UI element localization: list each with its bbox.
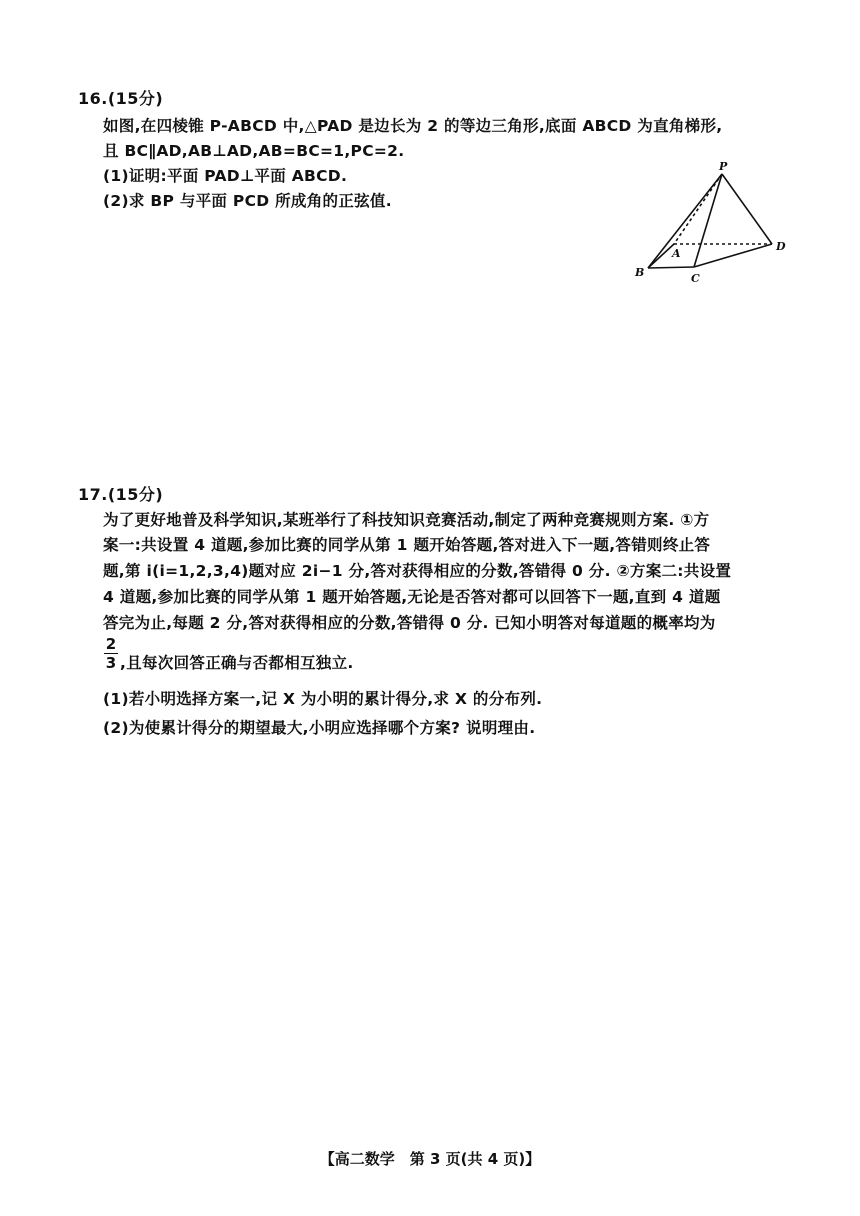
edge-BC xyxy=(648,267,694,268)
q17-after-fraction: ,且每次回答正确与否都相互独立. xyxy=(120,654,354,672)
q17-line-5: 答完为止,每题 2 分,答对获得相应的分数,答错得 0 分. 已知小明答对每道题的概率均为 xyxy=(103,614,716,632)
label-D: D xyxy=(776,240,786,253)
label-C: C xyxy=(691,272,700,285)
edge-PA xyxy=(674,174,722,244)
label-B: B xyxy=(635,266,645,279)
pyramid-figure xyxy=(622,158,802,288)
edge-CD xyxy=(694,244,772,267)
q17-line-1: 为了更好地普及科学知识,某班举行了科技知识竞赛活动,制定了两种竞赛规则方案. ①方 xyxy=(103,511,710,529)
page-footer: 【高二数学 第 3 页(共 4 页)】 xyxy=(319,1150,541,1168)
q17-sub-2: (2)为使累计得分的期望最大,小明应选择哪个方案? 说明理由. xyxy=(103,719,536,737)
q17-line-3: 题,第 i(i=1,2,3,4)题对应 2i−1 分,答对获得相应的分数,答错得 0 分. ②方案二:共设置 xyxy=(103,562,732,580)
fraction-numerator: 2 xyxy=(105,635,117,653)
edge-PC xyxy=(694,174,722,267)
probability-fraction xyxy=(104,636,118,671)
label-A: A xyxy=(672,247,681,260)
q16-heading: 16.(15分) xyxy=(78,89,164,108)
q16-line-1: 如图,在四棱锥 P-ABCD 中,△PAD 是边长为 2 的等边三角形,底面 ABCD 为直角梯形, xyxy=(103,117,723,135)
q16-line-2: 且 BC∥AD,AB⊥AD,AB=BC=1,PC=2. xyxy=(103,142,405,160)
edge-PD xyxy=(722,174,772,244)
label-P: P xyxy=(719,160,728,173)
q17-sub-1: (1)若小明选择方案一,记 X 为小明的累计得分,求 X 的分布列. xyxy=(103,690,543,708)
q16-line-3: (1)证明:平面 PAD⊥平面 ABCD. xyxy=(103,167,348,185)
fraction-denominator: 3 xyxy=(105,654,117,672)
q17-line-4: 4 道题,参加比赛的同学从第 1 题开始答题,无论是否答对都可以回答下一题,直到 4 道题 xyxy=(103,588,721,606)
q17-heading: 17.(15分) xyxy=(78,485,164,504)
q17-line-2: 案一:共设置 4 道题,参加比赛的同学从第 1 题开始答题,答对进入下一题,答错则终止答 xyxy=(103,536,711,554)
edge-PB xyxy=(648,174,722,268)
edge-BA xyxy=(648,244,674,268)
q16-line-4: (2)求 BP 与平面 PCD 所成角的正弦值. xyxy=(103,192,392,210)
